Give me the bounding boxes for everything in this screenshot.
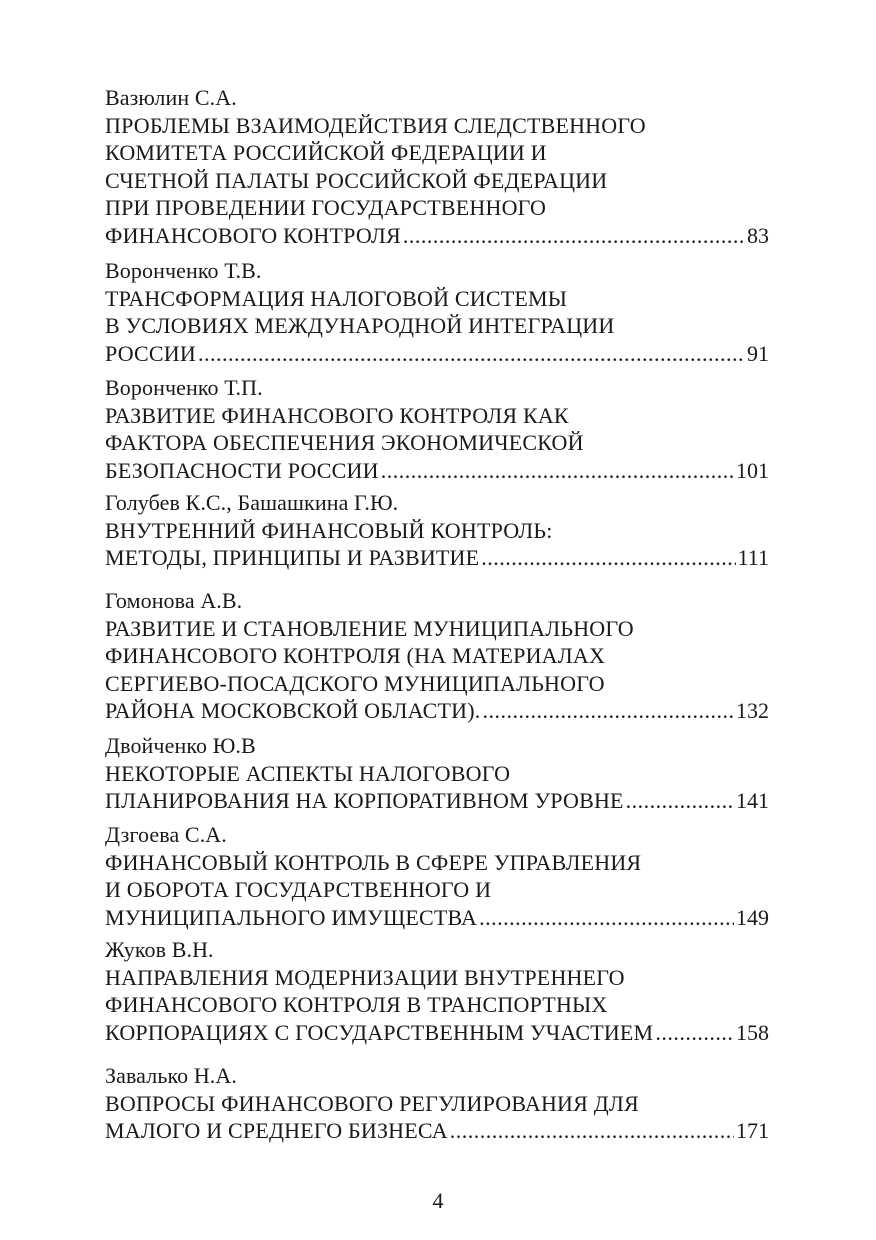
toc-entry-dzgoeva[interactable]	[105, 821, 769, 931]
entry-author: Дзгоева С.А.	[105, 822, 227, 847]
dot-leader	[626, 787, 734, 815]
entry-title-line: СЧЕТНОЙ ПАЛАТЫ РОССИЙСКОЙ ФЕДЕРАЦИИ	[105, 167, 608, 193]
entry-title-line: ПРИ ПРОВЕДЕНИИ ГОСУДАРСТВЕННОГО	[105, 195, 547, 220]
entry-page-number[interactable]: 101	[736, 457, 769, 483]
entry-title-last-line	[105, 697, 769, 725]
entry-title-end: КОРПОРАЦИЯХ С ГОСУДАРСТВЕННЫМ УЧАСТИЕМ	[105, 1019, 654, 1045]
entry-title-end: ФИНАНСОВОГО КОНТРОЛЯ	[105, 222, 401, 248]
toc-entry-voronchenko-tp[interactable]	[105, 374, 769, 484]
dot-leader	[482, 697, 734, 725]
dot-leader	[481, 544, 735, 572]
toc-entry-gomonova[interactable]	[105, 587, 769, 725]
entry-title-line: РАЗВИТИЕ ФИНАНСОВОГО КОНТРОЛЯ КАК	[105, 402, 569, 428]
entry-title-end: РОССИИ	[105, 340, 196, 366]
entry-page-number[interactable]: 83	[747, 222, 769, 248]
entry-author: Голубев К.С., Башашкина Г.Ю.	[105, 490, 399, 515]
toc-entry-zavalko[interactable]	[105, 1062, 769, 1145]
entry-title-line: НАПРАВЛЕНИЯ МОДЕРНИЗАЦИИ ВНУТРЕННЕГО	[105, 964, 625, 990]
toc-entry-vazyulin[interactable]	[105, 84, 769, 249]
entry-title-line: ФИНАНСОВОГО КОНТРОЛЯ (НА МАТЕРИАЛАХ	[105, 643, 606, 668]
entry-title-end: МЕТОДЫ, ПРИНЦИПЫ И РАЗВИТИЕ	[105, 545, 480, 570]
entry-title-line: ПРОБЛЕМЫ ВЗАИМОДЕЙСТВИЯ СЛЕДСТВЕННОГО	[105, 112, 646, 138]
entry-title-last-line	[105, 1019, 769, 1047]
entry-page-number[interactable]: 171	[736, 1118, 769, 1143]
entry-title-line: ФИНАНСОВОГО КОНТРОЛЯ В ТРАНСПОРТНЫХ	[105, 992, 608, 1017]
entry-title-line: И ОБОРОТА ГОСУДАРСТВЕННОГО И	[105, 877, 492, 902]
entry-author: Вазюлин С.А.	[105, 85, 237, 110]
entry-title-line: ТРАНСФОРМАЦИЯ НАЛОГОВОЙ СИСТЕМЫ	[105, 285, 568, 311]
entry-page-number[interactable]: 132	[736, 698, 769, 723]
page-footer-number: 4	[432, 1188, 444, 1213]
entry-page-number[interactable]: 91	[747, 340, 769, 366]
entry-title-last-line	[105, 340, 769, 368]
dot-leader	[479, 904, 734, 932]
entry-title-line: КОМИТЕТА РОССИЙСКОЙ ФЕДЕРАЦИИ И	[105, 140, 547, 165]
toc-entry-zhukov[interactable]	[105, 936, 769, 1046]
entry-title-line: СЕРГИЕВО-ПОСАДСКОГО МУНИЦИПАЛЬНОГО	[105, 670, 605, 696]
entry-title-end: ПЛАНИРОВАНИЯ НА КОРПОРАТИВНОМ УРОВНЕ	[105, 788, 624, 813]
entry-title-last-line	[105, 787, 769, 815]
entry-author: Двойченко Ю.В	[105, 733, 256, 758]
entry-page-number[interactable]: 111	[737, 545, 769, 570]
entry-title-last-line	[105, 904, 769, 932]
entry-title-line: ВОПРОСЫ ФИНАНСОВОГО РЕГУЛИРОВАНИЯ ДЛЯ	[105, 1090, 639, 1116]
entry-title-last-line	[105, 544, 769, 572]
entry-title-end: БЕЗОПАСНОСТИ РОССИИ	[105, 457, 379, 483]
entry-title-end: МАЛОГО И СРЕДНЕГО БИЗНЕСА	[105, 1118, 448, 1143]
entry-title-line: ВНУТРЕННИЙ ФИНАНСОВЫЙ КОНТРОЛЬ:	[105, 517, 553, 543]
entry-author: Завалько Н.А.	[105, 1063, 238, 1088]
entry-title-line: НЕКОТОРЫЕ АСПЕКТЫ НАЛОГОВОГО	[105, 760, 511, 786]
entry-author: Гомонова А.В.	[105, 588, 243, 613]
entry-page-number[interactable]: 149	[736, 904, 769, 930]
entry-title-line: РАЗВИТИЕ И СТАНОВЛЕНИЕ МУНИЦИПАЛЬНОГО	[105, 615, 634, 641]
toc-entry-voronchenko-tv[interactable]	[105, 257, 769, 367]
entry-author: Жуков В.Н.	[105, 937, 214, 962]
entry-author: Воронченко Т.П.	[105, 375, 263, 400]
entry-author: Воронченко Т.В.	[105, 258, 262, 283]
toc-entry-dvoychenko[interactable]	[105, 732, 769, 815]
dot-leader	[198, 340, 745, 368]
entry-page-number[interactable]: 141	[736, 788, 769, 813]
entry-title-line: ФАКТОРА ОБЕСПЕЧЕНИЯ ЭКОНОМИЧЕСКОЙ	[105, 430, 584, 455]
dot-leader	[381, 457, 734, 485]
entry-title-last-line	[105, 1117, 769, 1145]
entry-title-end: МУНИЦИПАЛЬНОГО ИМУЩЕСТВА	[105, 904, 478, 930]
entry-page-number[interactable]: 158	[736, 1019, 769, 1045]
dot-leader	[655, 1019, 734, 1047]
entry-title-last-line	[105, 222, 769, 250]
entry-title-line: ФИНАНСОВЫЙ КОНТРОЛЬ В СФЕРЕ УПРАВЛЕНИЯ	[105, 849, 642, 875]
entry-title-last-line	[105, 457, 769, 485]
dot-leader	[403, 222, 745, 250]
toc-entry-golubev[interactable]	[105, 489, 769, 572]
dot-leader	[450, 1117, 734, 1145]
entry-title-line: В УСЛОВИЯХ МЕЖДУНАРОДНОЙ ИНТЕГРАЦИИ	[105, 313, 615, 338]
entry-title-end: РАЙОНА МОСКОВСКОЙ ОБЛАСТИ).	[105, 698, 481, 723]
